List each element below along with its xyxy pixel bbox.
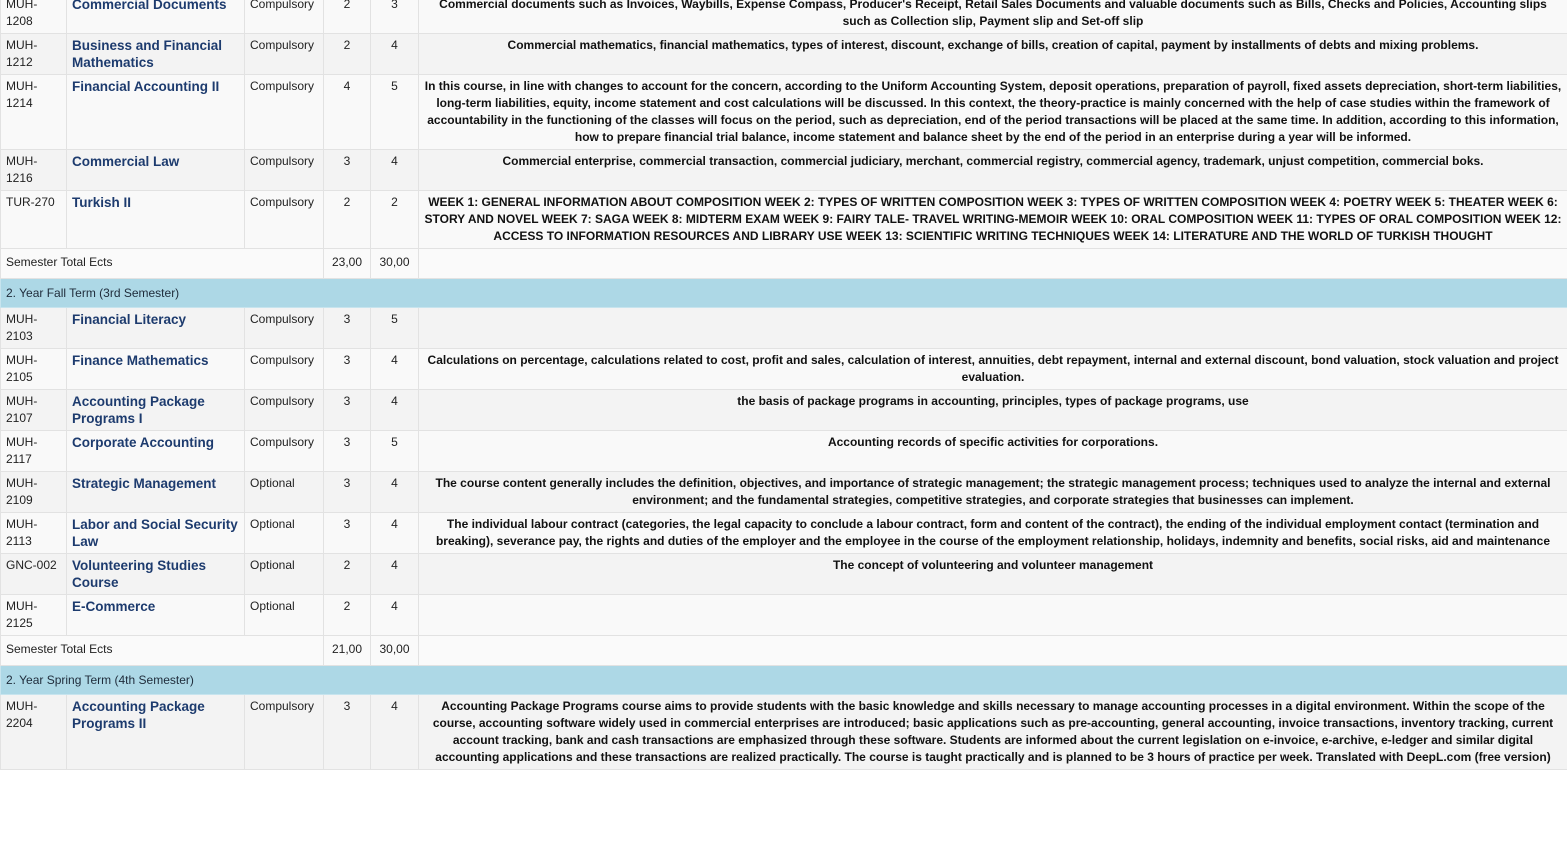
term-header [1, 666, 1567, 695]
course-code: MUH-2117 [1, 431, 67, 472]
course-name-link[interactable]: Commercial Documents [67, 0, 245, 34]
semester-total-blank [419, 249, 1567, 279]
course-credit: 2 [324, 554, 371, 595]
course-row [1, 554, 1567, 595]
course-type: Compulsory [245, 308, 324, 349]
course-row [1, 695, 1567, 770]
course-description: The concept of volunteering and volunteer management [419, 554, 1567, 595]
course-row [1, 595, 1567, 636]
course-description [419, 308, 1567, 349]
course-name-link[interactable]: Strategic Management [67, 472, 245, 513]
semester-total-blank [419, 636, 1567, 666]
course-type: Compulsory [245, 75, 324, 150]
semester-total-ects: 30,00 [371, 636, 419, 666]
course-ects: 4 [371, 349, 419, 390]
term-title: 2. Year Fall Term (3rd Semester) [1, 279, 1567, 308]
course-code: TUR-270 [1, 191, 67, 249]
course-type: Compulsory [245, 34, 324, 75]
course-name-link[interactable]: Accounting Package Programs I [67, 390, 245, 431]
course-code: MUH-1208 [1, 0, 67, 34]
course-row [1, 308, 1567, 349]
course-code: MUH-2107 [1, 390, 67, 431]
course-description: Commercial enterprise, commercial transaction, commercial judiciary, merchant, commercial registry, commercial agency, trademark, unjust competition, commercial boks. [419, 150, 1567, 191]
term-title: 2. Year Spring Term (4th Semester) [1, 666, 1567, 695]
course-name-link[interactable]: Commercial Law [67, 150, 245, 191]
course-credit: 3 [324, 150, 371, 191]
course-credit: 2 [324, 595, 371, 636]
course-type: Compulsory [245, 191, 324, 249]
course-description: In this course, in line with changes to account for the concern, according to the Uniform Accounting System, deposit operations, preparation of payroll, fixed assets depreciation, short-term liabilities, long-term liabilities, equity, income statement and cost calculations will be discussed. In this context, the theory-practice is mainly concerned with the help of case studies within the framework of accountability in the functioning of the classes will focus on the period, such as depreciation, end of the period transactions will be placed at the same time. In addition, according to this information, how to prepare financial trial balance, income statement and balance sheet by the end of the period in an enterprise during a year will be informed. [419, 75, 1567, 150]
course-code: MUH-2125 [1, 595, 67, 636]
course-code: MUH-2113 [1, 513, 67, 554]
course-ects: 4 [371, 34, 419, 75]
semester-total-label: Semester Total Ects [1, 636, 324, 666]
curriculum-body [1, 0, 1567, 770]
course-name-link[interactable]: Corporate Accounting [67, 431, 245, 472]
course-credit: 3 [324, 308, 371, 349]
course-row [1, 150, 1567, 191]
course-name-link[interactable]: Accounting Package Programs II [67, 695, 245, 770]
course-type: Compulsory [245, 349, 324, 390]
course-type: Optional [245, 513, 324, 554]
semester-total-ects: 30,00 [371, 249, 419, 279]
course-description: Calculations on percentage, calculations related to cost, profit and sales, calculation of interest, annuities, debt repayment, internal and external discount, bond valuation, stock valuation and project evaluation. [419, 349, 1567, 390]
course-credit: 3 [324, 513, 371, 554]
semester-total-credit: 21,00 [324, 636, 371, 666]
course-credit: 3 [324, 472, 371, 513]
course-name-link[interactable]: Finance Mathematics [67, 349, 245, 390]
course-ects: 2 [371, 191, 419, 249]
course-description: Commercial mathematics, financial mathematics, types of interest, discount, exchange of bills, creation of capital, payment by installments of debts and mixing problems. [419, 34, 1567, 75]
course-description: WEEK 1: GENERAL INFORMATION ABOUT COMPOSITION WEEK 2: TYPES OF WRITTEN COMPOSITION WEEK 3: TYPES OF WRITTEN COMPOSITION WEEK 4: POETRY WEEK 5: THEATER WEEK 6: STORY AND NOVEL WEEK 7: SAGA WEEK 8: MIDTERM EXAM WEEK 9: FAIRY TALE- TRAVEL WRITING-MEMOIR WEEK 10: ORAL COMPOSITION WEEK 11: TYPES OF ORAL COMPOSITION WEEK 12: ACCESS TO INFORMATION RESOURCES AND LIBRARY USE WEEK 13: SCIENTIFIC WRITING TECHNIQUES WEEK 14: LITERATURE AND THE WORLD OF TURKISH THOUGHT [419, 191, 1567, 249]
course-code: MUH-1214 [1, 75, 67, 150]
course-credit: 2 [324, 34, 371, 75]
course-description: Accounting records of specific activities for corporations. [419, 431, 1567, 472]
course-row [1, 75, 1567, 150]
course-description: The individual labour contract (categories, the legal capacity to conclude a labour contract, form and content of the contract), the ending of the individual employment contact (termination and breaking), severance pay, the rights and duties of the employer and the employee in the course of the employment relationship, holidays, indemnity and benefits, social risks, aid and maintenance [419, 513, 1567, 554]
course-row [1, 34, 1567, 75]
course-row [1, 513, 1567, 554]
course-name-link[interactable]: Labor and Social Security Law [67, 513, 245, 554]
course-row [1, 349, 1567, 390]
course-description: Commercial documents such as Invoices, Waybills, Expense Compass, Producer's Receipt, Retail Sales Documents and valuable documents such as Bills, Checks and Policies, Accounting slips such as Collection slip, Payment slip and Set-off slip [419, 0, 1567, 34]
course-credit: 3 [324, 349, 371, 390]
course-ects: 4 [371, 595, 419, 636]
course-credit: 2 [324, 0, 371, 34]
semester-total-label: Semester Total Ects [1, 249, 324, 279]
course-ects: 4 [371, 150, 419, 191]
course-code: MUH-2109 [1, 472, 67, 513]
course-type: Optional [245, 554, 324, 595]
course-credit: 3 [324, 431, 371, 472]
course-code: MUH-2204 [1, 695, 67, 770]
course-name-link[interactable]: Financial Accounting II [67, 75, 245, 150]
course-name-link[interactable]: Financial Literacy [67, 308, 245, 349]
course-row [1, 431, 1567, 472]
course-name-link[interactable]: Turkish II [67, 191, 245, 249]
course-name-link[interactable]: Volunteering Studies Course [67, 554, 245, 595]
course-credit: 3 [324, 390, 371, 431]
course-row [1, 0, 1567, 34]
course-code: MUH-2103 [1, 308, 67, 349]
course-credit: 3 [324, 695, 371, 770]
course-name-link[interactable]: E-Commerce [67, 595, 245, 636]
course-ects: 3 [371, 0, 419, 34]
course-code: MUH-1216 [1, 150, 67, 191]
course-type: Compulsory [245, 390, 324, 431]
semester-total-row [1, 249, 1567, 279]
course-type: Optional [245, 595, 324, 636]
course-row [1, 191, 1567, 249]
course-ects: 4 [371, 554, 419, 595]
course-type: Compulsory [245, 431, 324, 472]
course-type: Compulsory [245, 695, 324, 770]
course-ects: 5 [371, 75, 419, 150]
course-row [1, 472, 1567, 513]
semester-total-row [1, 636, 1567, 666]
course-ects: 5 [371, 308, 419, 349]
course-row [1, 390, 1567, 431]
course-credit: 4 [324, 75, 371, 150]
course-ects: 4 [371, 472, 419, 513]
course-ects: 4 [371, 513, 419, 554]
course-code: MUH-2105 [1, 349, 67, 390]
course-credit: 2 [324, 191, 371, 249]
course-ects: 4 [371, 390, 419, 431]
course-type: Compulsory [245, 0, 324, 34]
course-name-link[interactable]: Business and Financial Mathematics [67, 34, 245, 75]
course-code: GNC-002 [1, 554, 67, 595]
course-type: Optional [245, 472, 324, 513]
course-description: The course content generally includes the definition, objectives, and importance of strategic management; the strategic management process; techniques used to analyze the internal and external environment; and the fundamental strategies, competitive strategies, and corporate strategies that businesses can implement. [419, 472, 1567, 513]
course-ects: 4 [371, 695, 419, 770]
term-header [1, 279, 1567, 308]
course-description: the basis of package programs in accounting, principles, types of package programs, use [419, 390, 1567, 431]
course-description [419, 595, 1567, 636]
semester-total-credit: 23,00 [324, 249, 371, 279]
course-ects: 5 [371, 431, 419, 472]
course-description: Accounting Package Programs course aims to provide students with the basic knowledge and skills necessary to manage accounting processes in a digital environment. Within the scope of the course, accounting software widely used in commercial enterprises are introduced; basic applications such as pre-accounting, general accounting, invoice transactions, inventory tracking, current account tracking, bank and cash transactions are emphasized through these software. Students are informed about the current legislation on e-invoice, e-archive, e-ledger and similar digital accounting applications and these transactions are realized practically. The course is taught practically and is planned to be 3 hours of practice per week. Translated with DeepL.com (free version) [419, 695, 1567, 770]
course-code: MUH-1212 [1, 34, 67, 75]
course-type: Compulsory [245, 150, 324, 191]
